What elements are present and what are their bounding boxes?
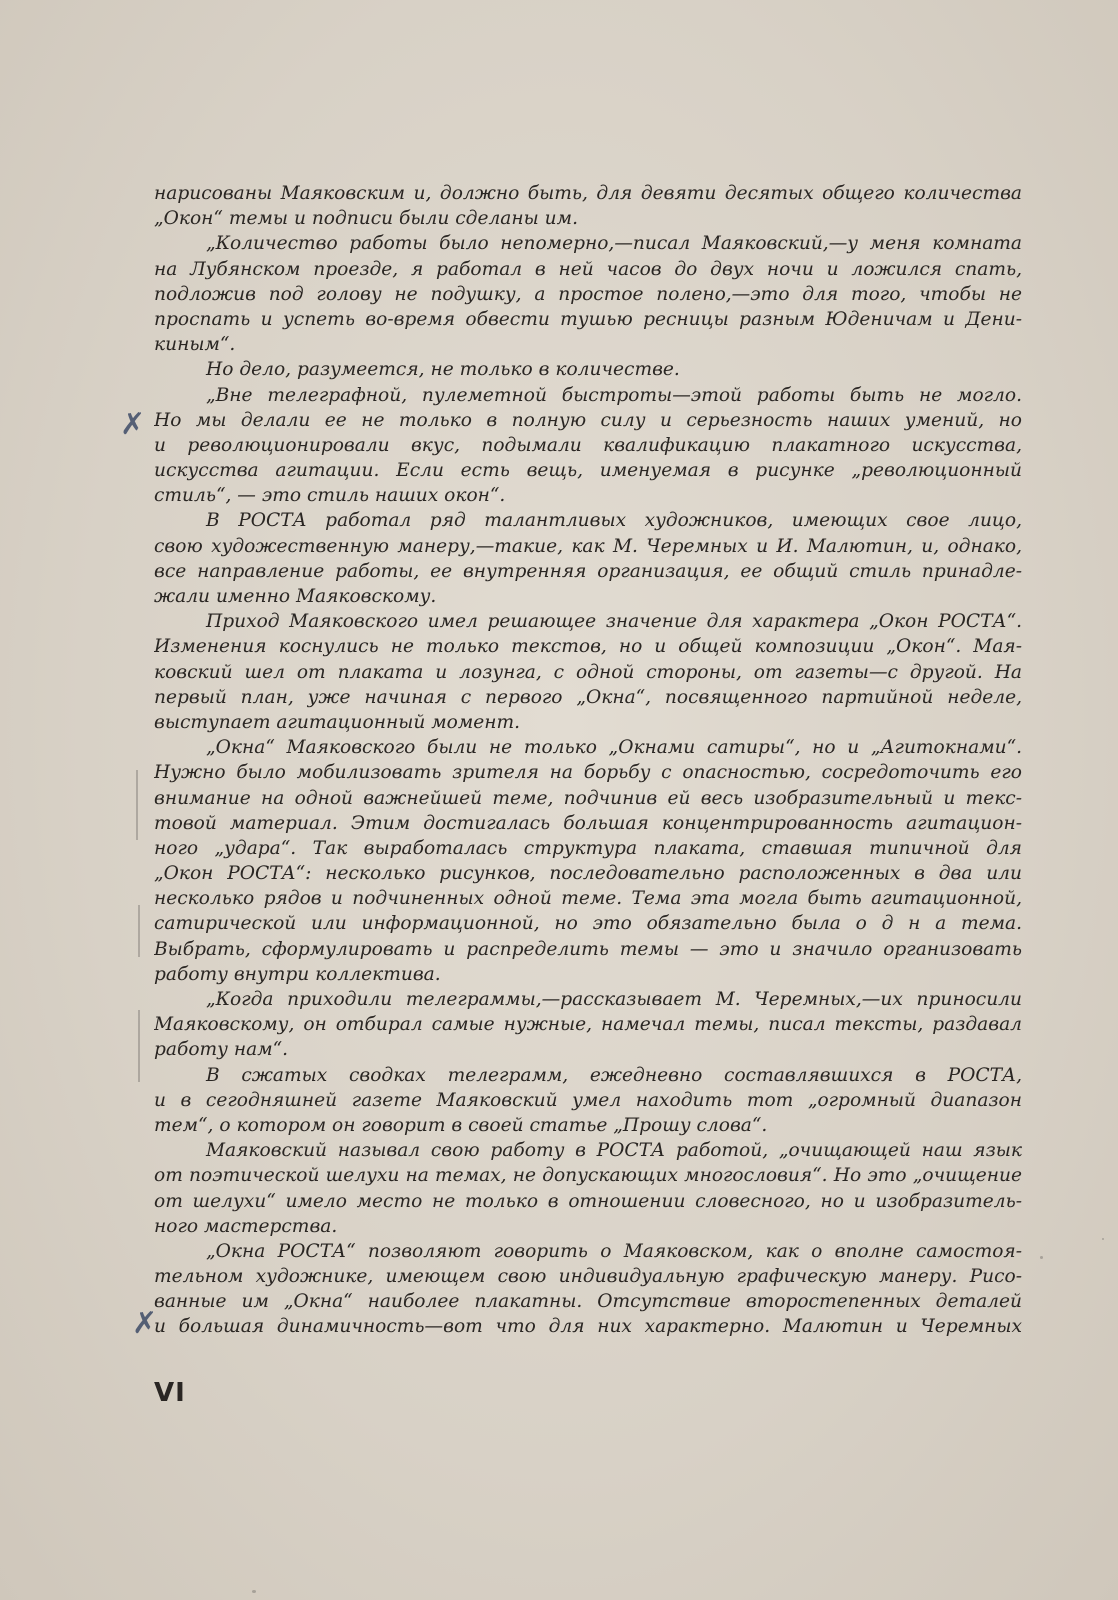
text-line: тельном художнике, имеющем свою индивидуальную графическую манеру. Рисо- <box>154 1266 1022 1288</box>
text-line: все направление работы, ее внутренняя организация, ее общий стиль принадле- <box>154 560 1022 582</box>
text-line: от поэтической шелухи на темах, не допускающих многословия“. Но это „очищение <box>154 1165 1022 1187</box>
text-line: несколько рядов и подчиненных одной теме. Тема эта могла быть агитационной, <box>154 888 1022 910</box>
text-line: Маяковский называл свою работу в РОСТА работой, „очищающей наш язык <box>206 1140 1022 1162</box>
text-line: ковский шел от плаката и лозунга, с одной стороны, от газеты—с другой. На <box>154 661 1022 683</box>
text-line: В сжатых сводках телеграмм, ежедневно составлявшихся в РОСТА, <box>206 1064 1022 1086</box>
text-line: ного „удара“. Так выработалась структура плаката, ставшая типичной для <box>154 837 1022 859</box>
text-line: от шелухи“ имело место не только в отношении словесного, но и изобразитель- <box>154 1190 1022 1212</box>
text-line: В РОСТА работал ряд талантливых художников, имеющих свое лицо, <box>206 510 1022 532</box>
text-line: „Окна РОСТА“ позволяют говорить о Маяковском, как о вполне самостоя- <box>206 1240 1022 1262</box>
margin-cross-mark: ✗ <box>120 407 146 442</box>
text-line: тем“, о котором он говорит в своей статье „Прошу слова“. <box>154 1114 768 1136</box>
pencil-margin-line <box>138 905 140 957</box>
text-line: товой материал. Этим достигалась большая концентрированность агитацион- <box>154 812 1022 834</box>
text-line: „Вне телеграфной, пулеметной быстроты—этой работы быть не могло. <box>206 384 1022 406</box>
text-line: ванные им „Окна“ наиболее плакатны. Отсутствие второстепенных деталей <box>154 1291 1022 1313</box>
text-line: выступает агитационный момент. <box>154 711 521 733</box>
text-line: и революционировали вкус, подымали квалификацию плакатного искусства, <box>154 434 1022 456</box>
text-line: „Окон РОСТА“: несколько рисунков, последовательно расположенных в два или <box>154 863 1022 885</box>
margin-cross-mark: ✗ <box>132 1306 158 1341</box>
text-line: „Когда приходили телеграммы,—рассказывает М. Черемных,—их приносили <box>206 989 1022 1010</box>
text-line: нарисованы Маяковским и, должно быть, для девяти десятых общего количества <box>154 183 1022 204</box>
paper-speck <box>1102 1238 1104 1240</box>
text-line: Приход Маяковского имел решающее значение для характера „Окон РОСТА“. <box>206 611 1022 633</box>
text-line: „Количество работы было непомерно,—писал Маяковский,—у меня комната <box>206 233 1022 255</box>
text-line: подложив под голову не подушку, а простое полено,—это для того, чтобы не <box>154 283 1022 305</box>
pencil-margin-line <box>138 1010 140 1082</box>
body-text <box>154 181 1022 1340</box>
paper-speck <box>252 1590 256 1593</box>
text-line: работу нам“. <box>154 1039 289 1061</box>
text-line: Нужно было мобилизовать зрителя на борьбу с опасностью, сосредоточить его <box>154 762 1022 784</box>
text-line: искусства агитации. Если есть вещь, именуемая в рисунке „революционный <box>154 460 1022 482</box>
text-line: Но мы делали ее не только в полную силу и серьезность наших умений, но <box>154 409 1022 431</box>
text-line: сатирической или информационной, но это обязательно была о д н а тема. <box>154 913 1022 935</box>
text-line: работу внутри коллектива. <box>154 963 441 985</box>
text-line: на Лубянском проезде, я работал в ней часов до двух ночи и ложился спать, <box>154 258 1022 280</box>
text-line: киным“. <box>154 334 236 356</box>
page-number: VI <box>154 1378 186 1408</box>
text-line: свою художественную манеру,—такие, как М. Черемных и И. Малютин, и, однако, <box>154 535 1022 557</box>
paper-speck <box>1040 1256 1043 1259</box>
text-line: „Окон“ темы и подписи были сделаны им. <box>154 208 578 230</box>
text-line: Но дело, разумеется, не только в количестве. <box>206 359 680 381</box>
text-line: проспать и успеть во-время обвести тушью ресницы разным Юденичам и Дени- <box>154 308 1022 330</box>
text-line: стиль“, — это стиль наших окон“. <box>154 485 506 507</box>
pencil-margin-line <box>136 770 138 840</box>
text-line: ного мастерства. <box>154 1215 338 1237</box>
text-line: внимание на одной важнейшей теме, подчинив ей весь изобразительный и текс- <box>154 787 1022 809</box>
text-line: Изменения коснулись не только текстов, но и общей композиции „Окон“. Мая- <box>154 636 1022 658</box>
text-line: жали именно Маяковскому. <box>154 586 437 607</box>
text-line: и большая динамичность—вот что для них характерно. Малютин и Черемных <box>154 1316 1022 1338</box>
text-line: Выбрать, сформулировать и распределить темы — это и значило организовать <box>154 938 1022 960</box>
text-line: Маяковскому, он отбирал самые нужные, намечал темы, писал тексты, раздавал <box>154 1014 1022 1036</box>
text-line: первый план, уже начиная с первого „Окна“, посвященного партийной неделе, <box>154 686 1022 708</box>
text-line: и в сегодняшней газете Маяковский умел находить тот „огромный диапазон <box>154 1089 1022 1111</box>
text-line: „Окна“ Маяковского были не только „Окнами сатиры“, но и „Агитокнами“. <box>206 737 1022 759</box>
